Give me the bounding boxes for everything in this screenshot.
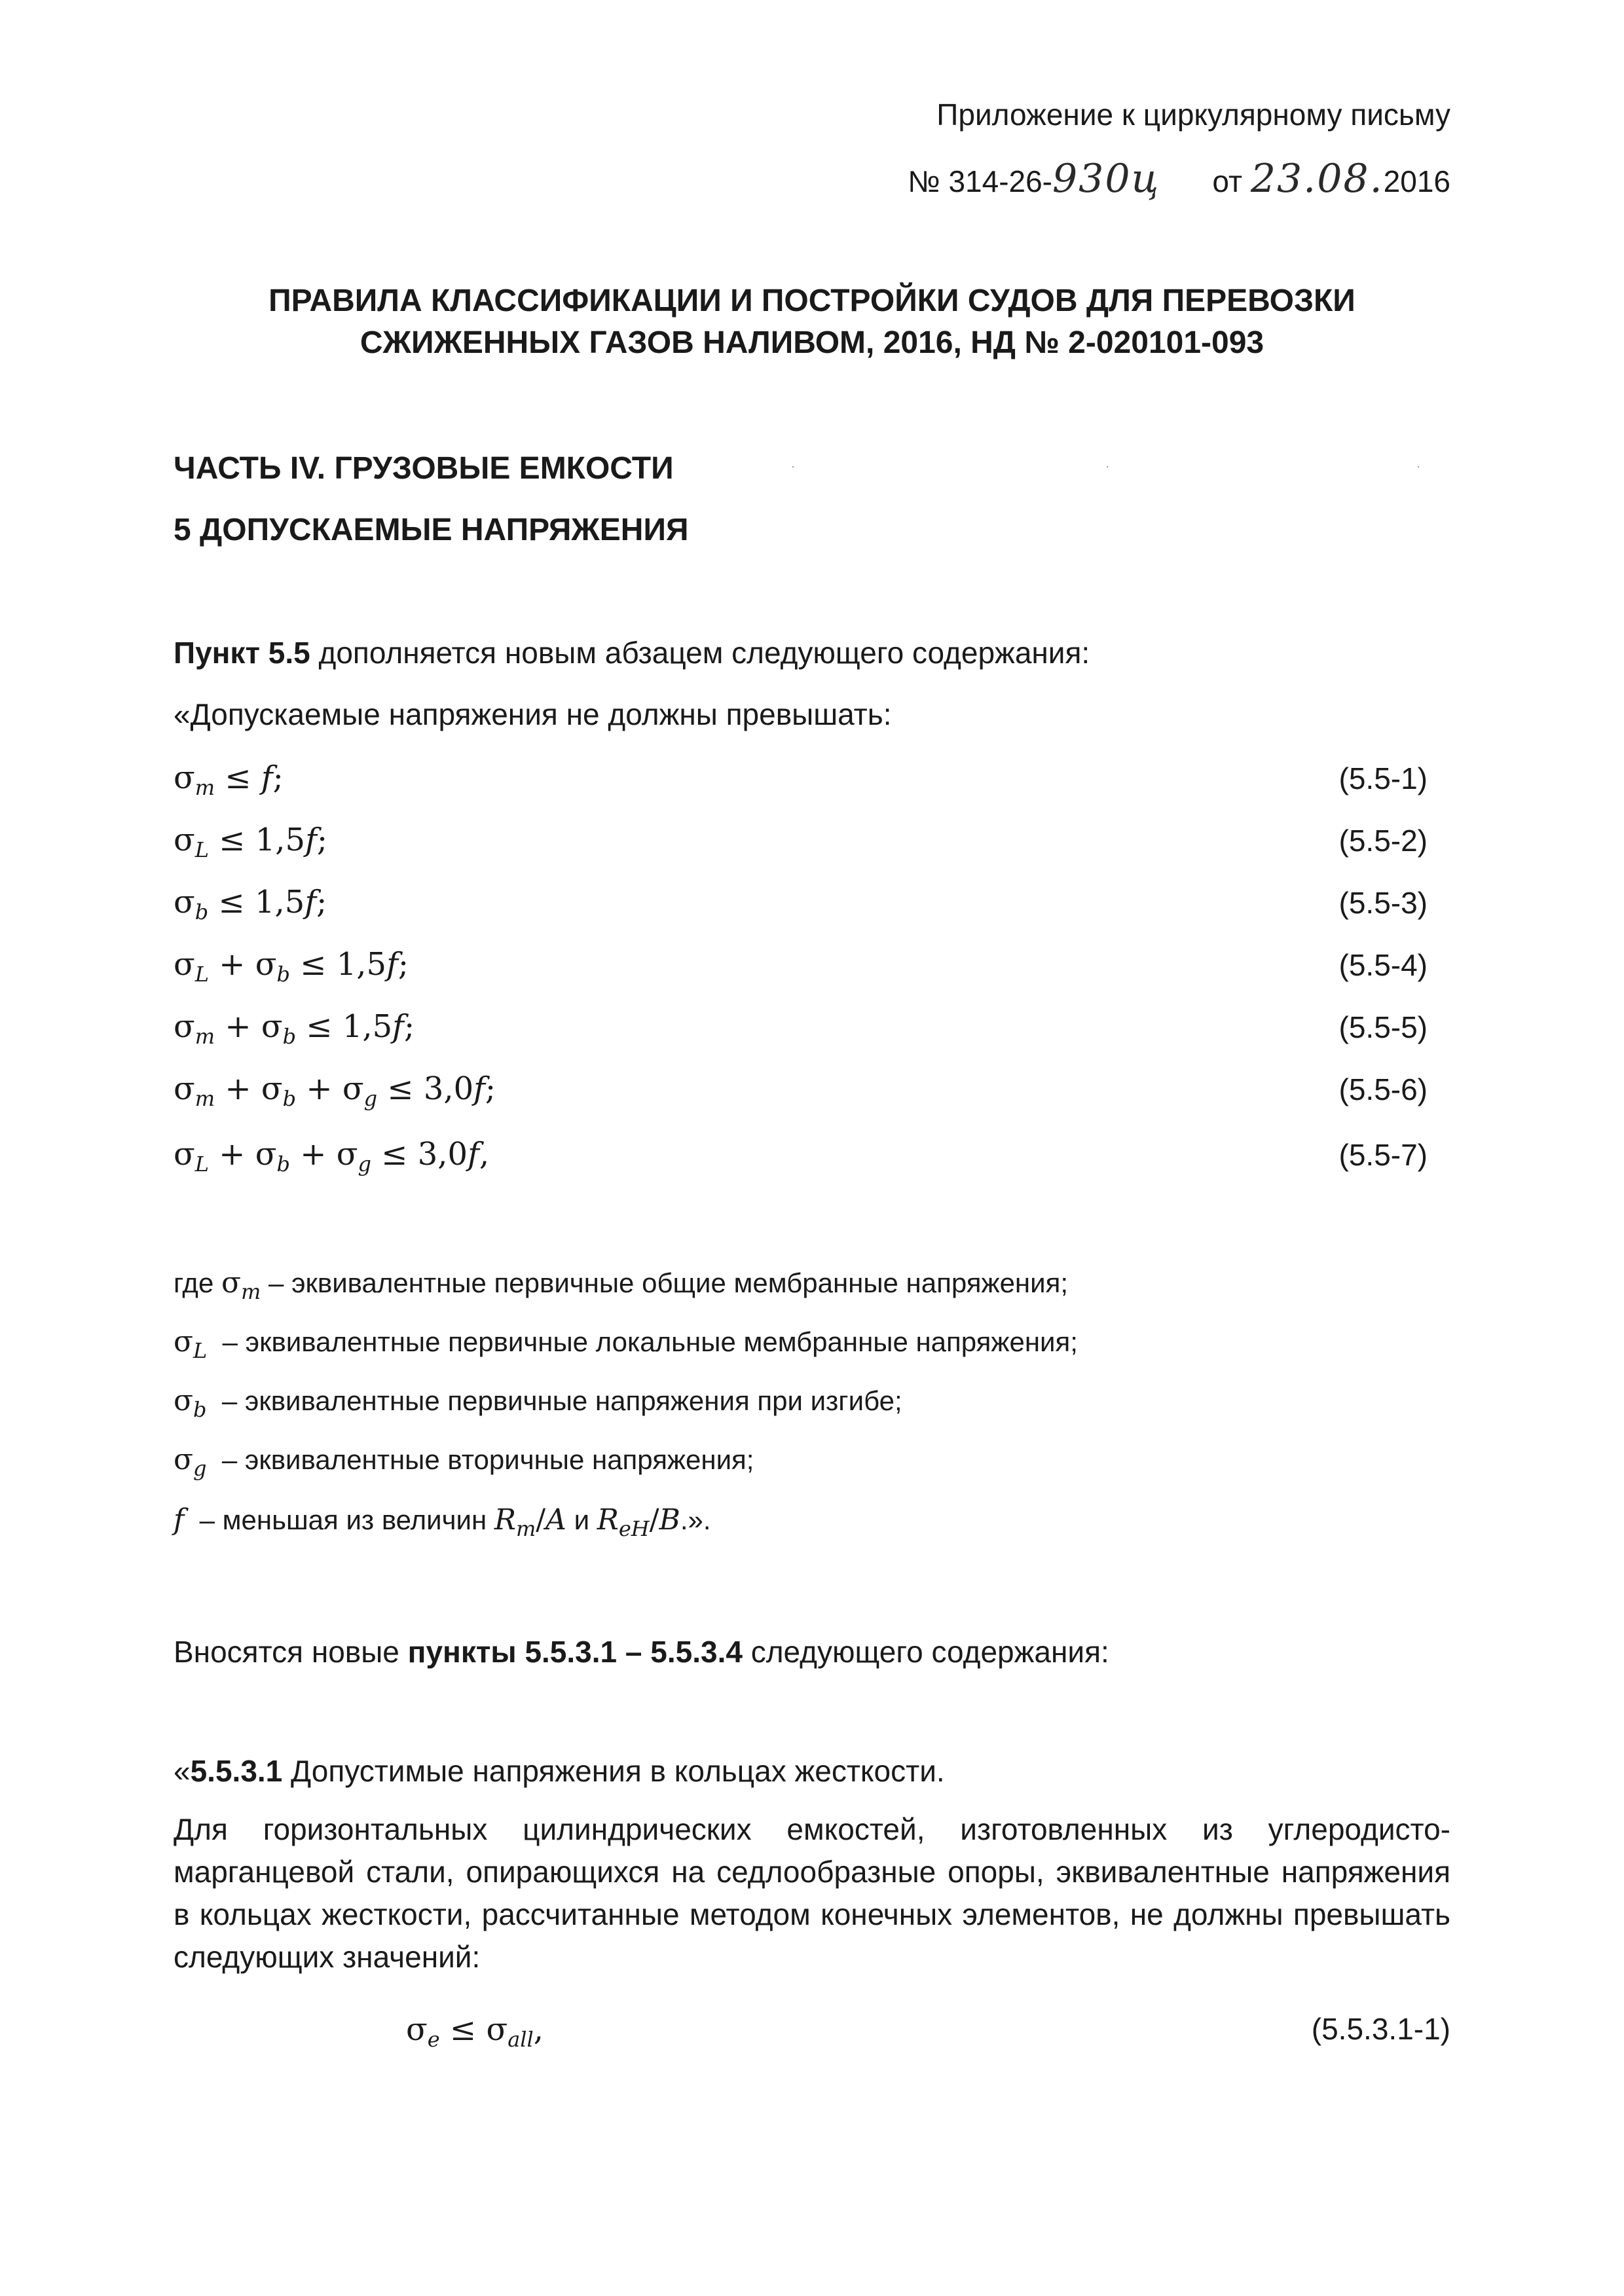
definition-sigma-g: $\sigma_g$ – эквивалентные вторичные напряжения;	[174, 1443, 754, 1481]
definition-text: – эквивалентные первичные напряжения при изгибе;	[221, 1385, 902, 1416]
equation-number: (5.5-5)	[1338, 1010, 1428, 1044]
scan-speck	[792, 466, 794, 467]
clause-number: 5.5.3.1	[190, 1754, 283, 1788]
equation-5-5-6: $\sigma_m + \sigma_b + \sigma_g \le 3,0f$;	[174, 1070, 496, 1111]
equation-5-5-4: $\sigma_L + \sigma_b \le 1,5f$;	[174, 946, 409, 987]
equation-number: (5.5-2)	[1338, 824, 1428, 858]
definition-sigma-b: $\sigma_b$ – эквивалентные первичные напряжения при изгибе;	[174, 1384, 902, 1422]
equation-number: (5.5-3)	[1338, 886, 1428, 920]
letter-number-line	[908, 156, 1450, 202]
definition-sigma-l: $\sigma_L$ – эквивалентные первичные локальные мембранные напряжения;	[174, 1325, 1078, 1363]
part-heading: ЧАСТЬ IV. ГРУЗОВЫЕ ЕМКОСТИ	[174, 451, 674, 486]
scan-speck	[1107, 466, 1108, 467]
amendment-new-clauses	[174, 1634, 1109, 1670]
clause-paragraph: Для горизонтальных цилиндрических емкостей, изготовленных из углеродисто-марганцевой стали, опирающихся на седлообразные опоры, эквивалентные напряжения в кольцах жесткости, рассчитанные методом конечных элементов, не должны превышать следующих значений:	[174, 1812, 1450, 1974]
amendment-bold: пункты 5.5.3.1 – 5.5.3.4	[407, 1635, 743, 1669]
handwritten-letter-number: 930ц	[1052, 156, 1160, 202]
equation-5-5-3-1-1: $\sigma_e \le \sigma_{all}$,	[406, 2011, 544, 2052]
where-word: где	[174, 1267, 214, 1298]
equation-number: (5.5-1)	[1338, 761, 1428, 795]
conjunction: и	[574, 1504, 590, 1535]
amendment-text: Вносятся новые	[174, 1635, 408, 1669]
definition-text: – меньшая из величин	[199, 1504, 487, 1535]
amendment-text: следующего содержания:	[742, 1635, 1109, 1669]
equation-number: (5.5-7)	[1338, 1138, 1428, 1172]
definition-text: – эквивалентные вторичные напряжения;	[221, 1444, 754, 1475]
equation-number: (5.5-6)	[1338, 1072, 1428, 1106]
document-title-line-1: ПРАВИЛА КЛАССИФИКАЦИИ И ПОСТРОЙКИ СУДОВ ДЛЯ ПЕРЕВОЗКИ	[268, 283, 1356, 318]
opening-quote: «	[174, 1754, 191, 1788]
letter-date-year: 2016	[1383, 164, 1450, 198]
equation-5-5-5: $\sigma_m + \sigma_b \le 1,5f$;	[174, 1008, 415, 1049]
equation-number: (5.5.3.1-1)	[1311, 2012, 1450, 2046]
clause-title: Допустимые напряжения в кольцах жесткости.	[282, 1754, 945, 1788]
attachment-note: Приложение к циркулярному письму	[936, 98, 1450, 132]
equation-5-5-3: $\sigma_b \le 1,5f$;	[174, 884, 327, 924]
equation-5-5-1: $\sigma_m \le f$;	[174, 759, 284, 800]
letter-date-prefix: от	[1212, 164, 1251, 198]
amendment-5-5-bold: Пункт 5.5	[174, 636, 310, 670]
section-heading: 5 ДОПУСКАЕМЫЕ НАПРЯЖЕНИЯ	[174, 513, 689, 547]
clause-5-5-3-1-title	[174, 1753, 945, 1789]
allowable-stress-intro: «Допускаемые напряжения не должны превышать:	[174, 697, 892, 731]
definition-text: – эквивалентные первичные общие мембранные напряжения;	[268, 1267, 1068, 1298]
handwritten-letter-date: 23.08.	[1250, 156, 1384, 202]
amendment-5-5-intro	[174, 635, 1090, 671]
definition-f: f – меньшая из величин $R_m/A$ и $R_{eH}/B$.».	[174, 1503, 711, 1541]
equation-5-5-2: $\sigma_L \le 1,5f$;	[174, 822, 328, 862]
definition-sigma-m: где $\sigma_m$ – эквивалентные первичные общие мембранные напряжения;	[174, 1266, 1068, 1304]
amendment-5-5-text: дополняется новым абзацем следующего содержания:	[310, 636, 1090, 670]
definition-text: – эквивалентные первичные локальные мембранные напряжения;	[222, 1326, 1078, 1357]
document-title-line-2: СЖИЖЕННЫХ ГАЗОВ НАЛИВОМ, 2016, НД № 2-020101-093	[360, 325, 1264, 360]
scan-speck	[1418, 466, 1419, 467]
equation-number: (5.5-4)	[1338, 948, 1428, 982]
equation-5-5-7: $\sigma_L + \sigma_b + \sigma_g \le 3,0f$,	[174, 1136, 490, 1176]
definition-closing: .».	[680, 1504, 711, 1535]
letter-number-prefix: № 314-26-	[908, 164, 1052, 198]
